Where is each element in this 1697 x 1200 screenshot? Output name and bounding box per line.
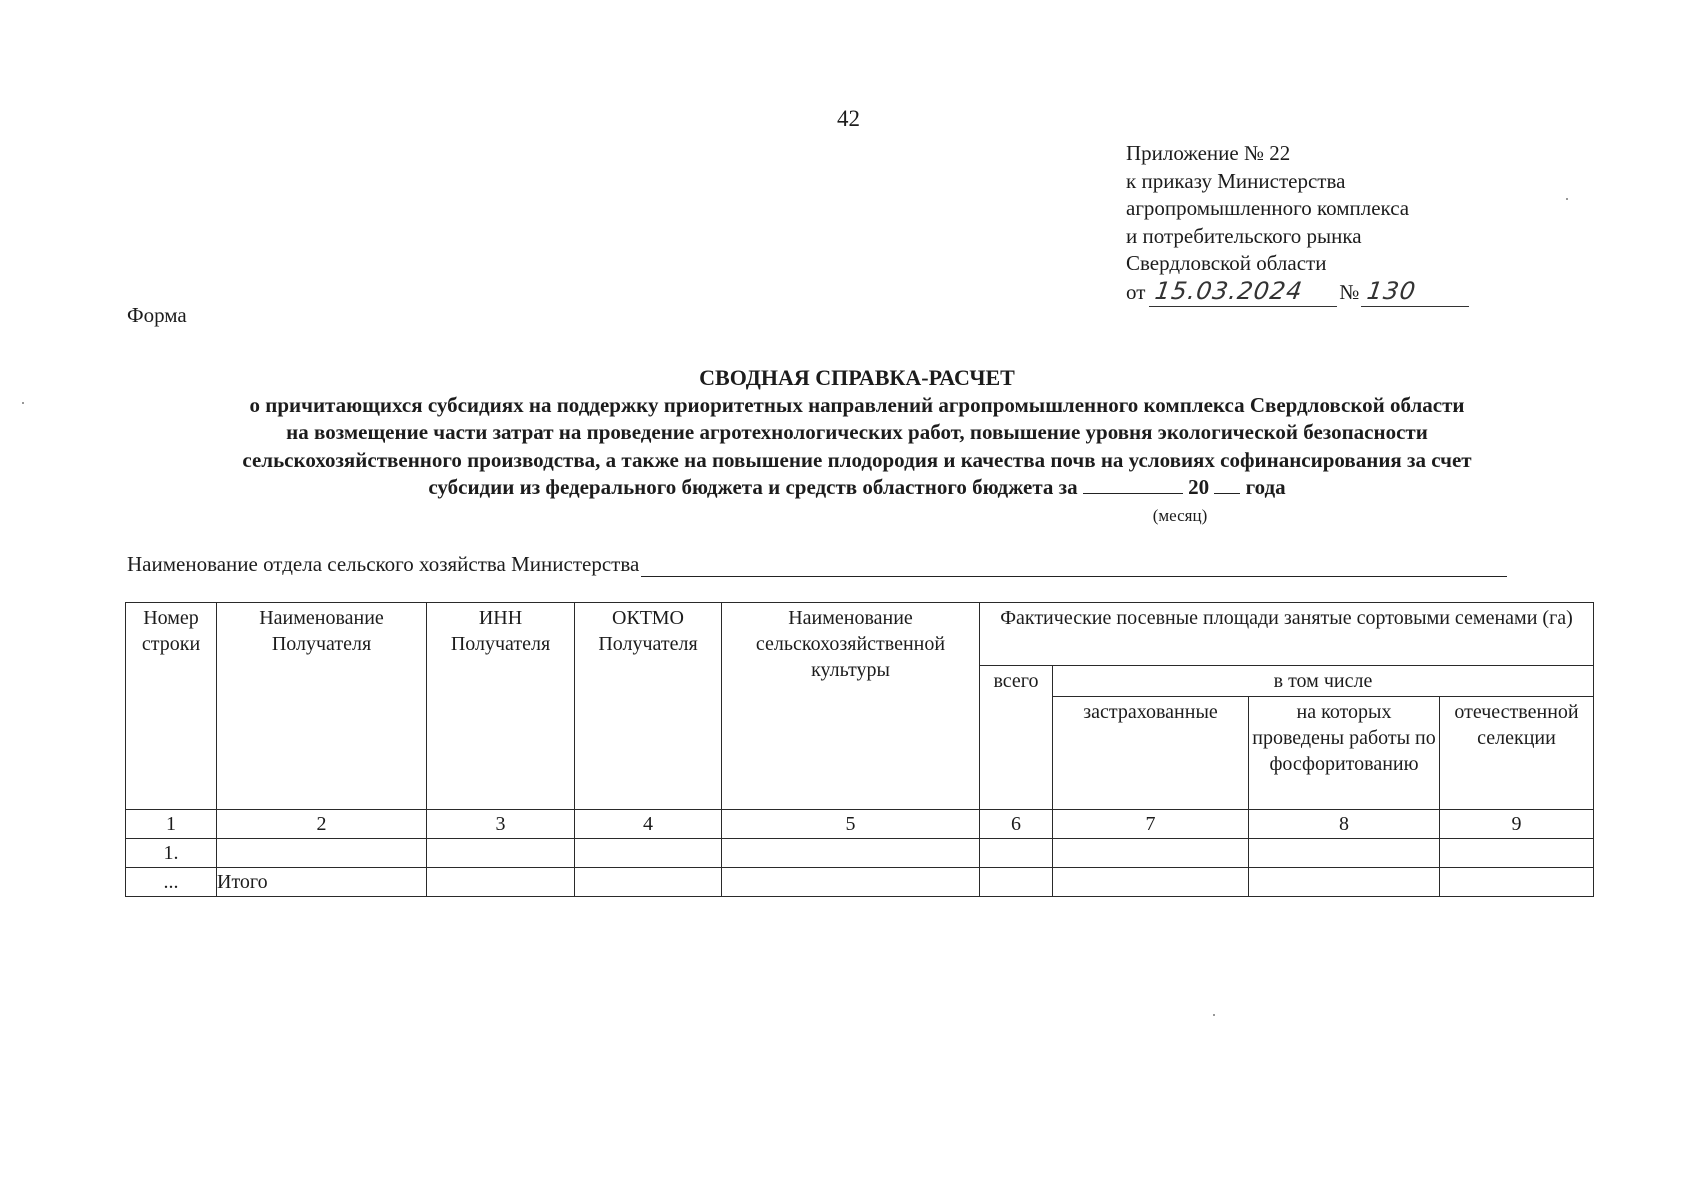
header-oktmo: ОКТМО Получателя	[575, 603, 722, 810]
domestic-cell[interactable]	[1440, 839, 1594, 868]
header-sown-areas: Фактические посевные площади занятые сортовыми семенами (га)	[980, 603, 1594, 666]
from-label: от	[1126, 279, 1146, 304]
recipient-cell[interactable]	[217, 839, 427, 868]
year-prefix: 20	[1188, 475, 1210, 499]
insured-cell[interactable]	[1053, 868, 1249, 897]
title-line: на возмещение части затрат на проведение агротехнологических работ, повышение уровня экологической безопасности	[286, 420, 1428, 444]
title-line-period	[127, 474, 1587, 502]
phosphorite-cell[interactable]	[1249, 839, 1440, 868]
table-row-total	[126, 868, 1594, 897]
header-recipient-name: Наименование Получателя	[217, 603, 427, 810]
order-date-number	[1126, 278, 1471, 307]
row-number-cell: 1.	[126, 839, 217, 868]
title-line: сельскохозяйственного производства, а также на повышение плодородия и качества почв на условиях софинансирования за счет	[242, 447, 1472, 472]
number-label: №	[1339, 279, 1360, 304]
department-field	[127, 552, 1507, 577]
column-number: 2	[217, 810, 427, 839]
appendix-block	[1126, 140, 1471, 306]
department-blank-line[interactable]	[641, 556, 1507, 577]
inn-cell[interactable]	[427, 839, 575, 868]
form-label: Форма	[127, 303, 187, 327]
appendix-line: Приложение № 22	[1126, 141, 1291, 165]
appendix-line: и потребительского рынка	[1126, 223, 1362, 248]
handwritten-number: 130	[1361, 278, 1473, 307]
row-number-cell: ...	[126, 868, 217, 897]
handwritten-date: 15.03.2024	[1149, 278, 1341, 307]
phosphorite-cell[interactable]	[1249, 868, 1440, 897]
month-blank[interactable]	[1083, 475, 1183, 494]
title-main: СВОДНАЯ СПРАВКА-РАСЧЕТ	[699, 365, 1015, 390]
inn-cell[interactable]	[427, 868, 575, 897]
year-blank[interactable]	[1214, 475, 1240, 494]
total-cell[interactable]	[980, 868, 1053, 897]
domestic-cell[interactable]	[1440, 868, 1594, 897]
total-cell[interactable]	[980, 839, 1053, 868]
department-label: Наименование отдела сельского хозяйства Министерства	[127, 552, 640, 576]
column-number: 8	[1249, 810, 1440, 839]
title-line4-start: субсидии из федерального бюджета и средств областного бюджета за	[428, 475, 1078, 499]
subsidy-table	[125, 602, 1594, 897]
crop-cell[interactable]	[722, 868, 980, 897]
column-number: 4	[575, 810, 722, 839]
scan-speck	[1566, 198, 1568, 200]
column-number: 9	[1440, 810, 1594, 839]
table-row	[126, 839, 1594, 868]
total-label-cell: Итого	[217, 868, 427, 897]
column-number: 6	[980, 810, 1053, 839]
header-phosphorite: на которых проведены работы по фосфоритованию	[1249, 697, 1440, 810]
column-number: 7	[1053, 810, 1249, 839]
column-number: 1	[126, 810, 217, 839]
crop-cell[interactable]	[722, 839, 980, 868]
appendix-line: агропромышленного комплекса	[1126, 196, 1410, 220]
header-domestic: отечественной селекции	[1440, 697, 1594, 810]
oktmo-cell[interactable]	[575, 868, 722, 897]
header-including: в том числе	[1053, 666, 1594, 697]
column-number: 5	[722, 810, 980, 839]
oktmo-cell[interactable]	[575, 839, 722, 868]
appendix-line: к приказу Министерства	[1126, 168, 1346, 193]
scan-speck	[22, 402, 24, 404]
page-number: 42	[837, 106, 860, 131]
appendix-line: Свердловской области	[1126, 251, 1327, 275]
header-insured: застрахованные	[1053, 697, 1249, 810]
title-line4-end: года	[1245, 475, 1286, 499]
header-crop-name: Наименование сельскохозяйственной культуры	[722, 603, 980, 810]
header-inn: ИНН Получателя	[427, 603, 575, 810]
header-row-number: Номер строки	[126, 603, 217, 810]
insured-cell[interactable]	[1053, 839, 1249, 868]
scan-speck	[1213, 1014, 1215, 1016]
column-number: 3	[427, 810, 575, 839]
header-total: всего	[980, 666, 1053, 810]
document-title	[127, 364, 1587, 502]
month-hint: (месяц)	[1152, 506, 1208, 525]
title-line: о причитающихся субсидиях на поддержку приоритетных направлений агропромышленного комплекса Свердловской области	[249, 392, 1465, 417]
